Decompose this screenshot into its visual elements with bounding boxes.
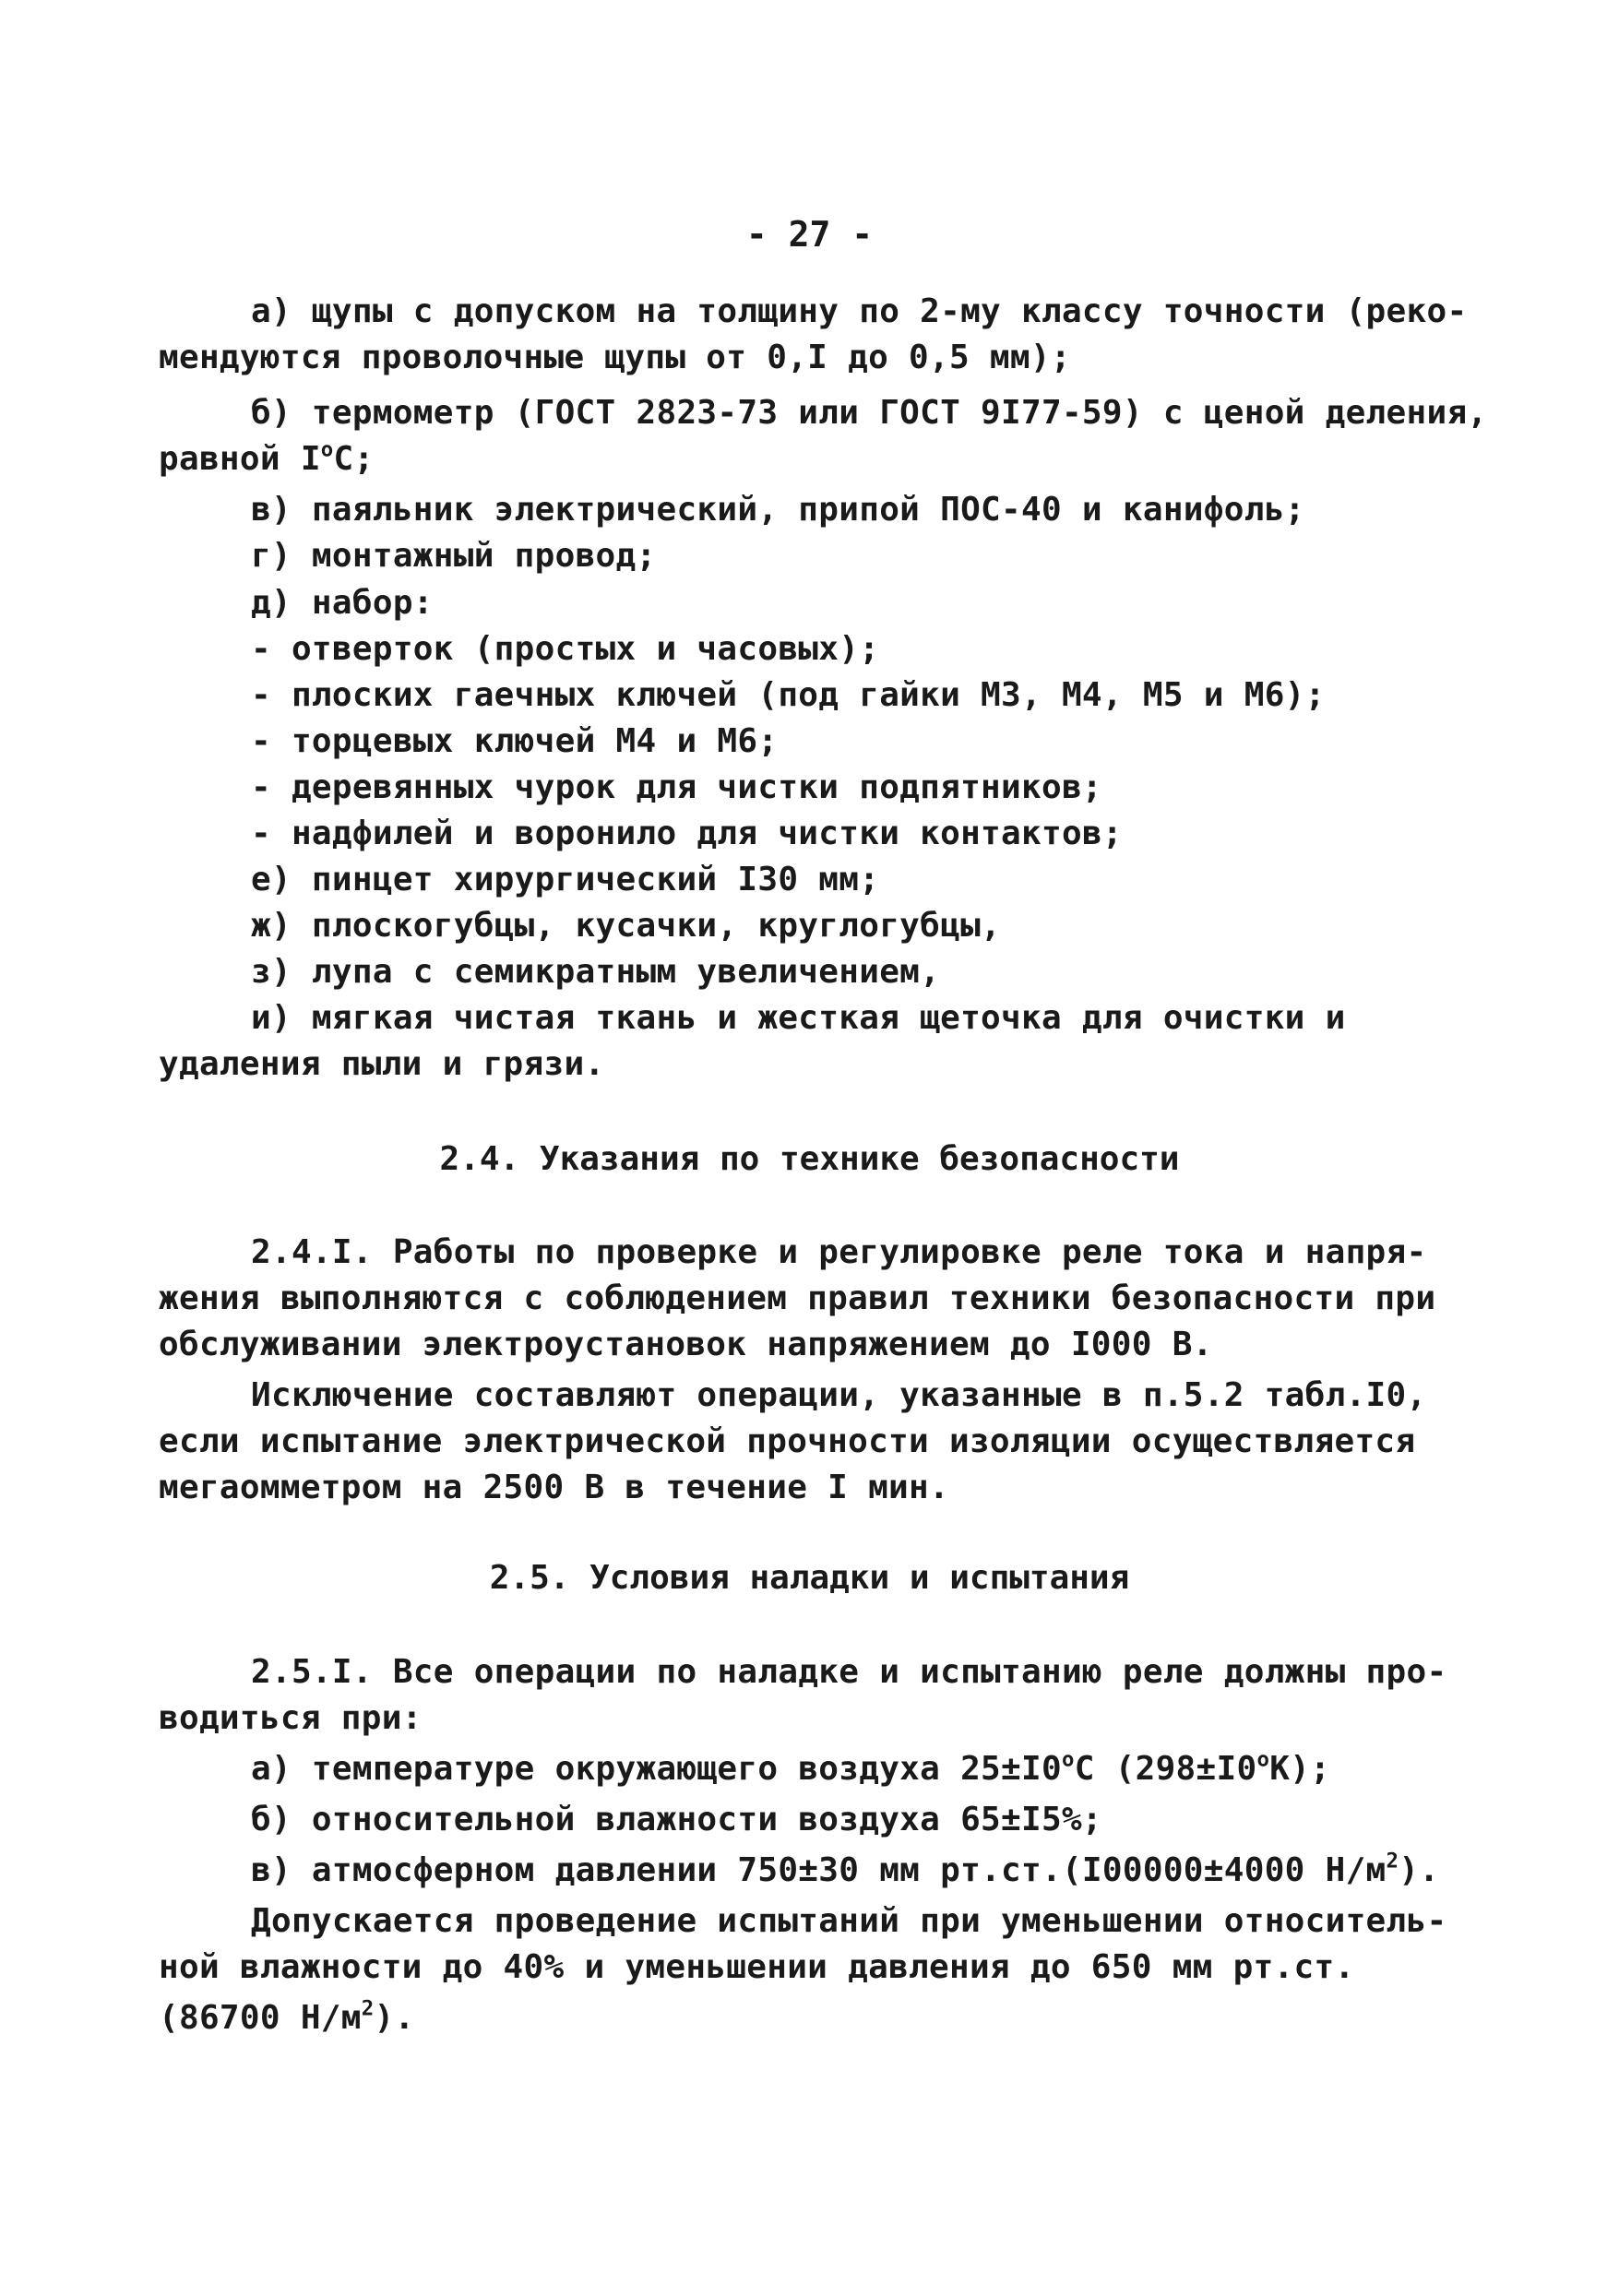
list-subitem-3: - торцевых ключей М4 и М6; [251,722,779,760]
condition-pressure: в) атмосферном давлении 750±30 мм рт.ст.(I00000±4000 $Н/м^2$). [251,1849,1440,1889]
page-number: - 27 - [745,214,874,255]
section-2-4-p2-line2: если испытание электрической прочности изоляции осуществляется [159,1422,1416,1460]
section-2-5-p2-line1: Допускается проведение испытаний при уменьшении относитель- [251,1902,1447,1940]
list-subitem-4: - деревянных чурок для чистки подпятников; [251,768,1102,806]
condition-humidity: б) относительной влажности воздуха 65±I5%; [251,1801,1102,1838]
list-item-e: е) пинцет хирургический I30 мм; [251,861,880,898]
list-item-d: д) набор: [251,584,434,622]
list-item-a-line1: а) щупы с допуском на толщину по 2-му классу точности (реко- [251,292,1468,330]
list-item-v: в) паяльник электрический, припой ПОС-40 и канифоль; [251,491,1305,529]
section-2-5-p1-line1: 2.5.I. Все операции по наладке и испытанию реле должны про- [251,1653,1447,1691]
list-subitem-1: - отверток (простых и часовых); [251,630,880,668]
section-2-5-p2-line2: ной влажности до 40% и уменьшении давления до 650 мм рт.ст. [159,1948,1355,1986]
section-2-5-p1-line2: водиться при: [159,1699,423,1737]
list-item-i-line1: и) мягкая чистая ткань и жесткая щеточка для очистки и [251,999,1346,1037]
section-2-5-p2-line3: (86700 $Н/м^2$). [159,1996,415,2037]
section-2-4-p2-line3: мегаомметром на 2500 В в течение I мин. [159,1469,949,1506]
list-item-b-line1: б) термометр (ГОСТ 2823-73 или ГОСТ 9I77-59) с ценой деления, [251,394,1488,432]
section-heading-2-5: 2.5. Условия наладки и испытания [489,1559,1130,1597]
section-2-4-p1-line3: обслуживании электроустановок напряжением до I000 В. [159,1326,1213,1363]
list-item-zh: ж) плоскогубцы, кусачки, круглогубцы, [251,907,1002,945]
section-heading-2-4: 2.4. Указания по технике безопасности [439,1140,1180,1178]
section-2-4-p1-line2: жения выполняются с соблюдением правил техники безопасности при [159,1279,1436,1317]
section-2-4-p2-line1: Исключение составляют операции, указанные в п.5.2 табл.I0, [251,1376,1427,1414]
list-item-i-line2: удаления пыли и грязи. [159,1045,605,1083]
list-item-z: з) лупа с семикратным увеличением, [251,953,941,991]
section-2-4-p1-line1: 2.4.I. Работы по проверке и регулировке реле тока и напря- [251,1233,1427,1271]
list-item-g: г) монтажный провод; [251,537,657,575]
list-subitem-5: - надфилей и воронило для чистки контактов; [251,815,1123,852]
list-item-a-line2: мендуются проволочные щупы от 0,I до 0,5 мм); [159,339,1071,376]
condition-temperature: а) температуре окружающего воздуха $25\pm I0^оС$ $(298\pm I0^оК)$; [251,1747,1331,1788]
list-item-b-line2: равной $I^оС$; [159,437,375,478]
list-subitem-2: - плоских гаечных ключей (под гайки М3, М4, М5 и М6); [251,676,1326,714]
